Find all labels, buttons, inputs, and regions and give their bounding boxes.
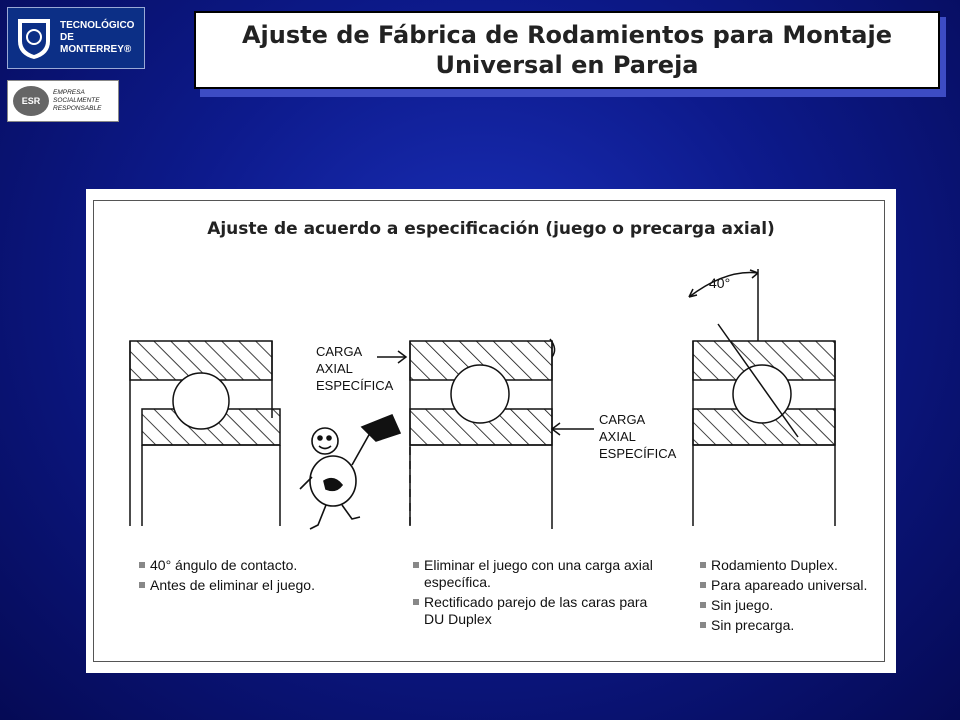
list-item: Rodamiento Duplex. xyxy=(700,557,890,574)
notes-right xyxy=(700,557,890,637)
esr-logo xyxy=(7,80,119,122)
notes-middle xyxy=(413,557,671,631)
figure-panel xyxy=(86,189,896,673)
list-item: 40° ángulo de contacto. xyxy=(139,557,389,574)
tec-logo-text: TECNOLÓGICO DE MONTERREY® xyxy=(60,20,135,55)
bearing-2 xyxy=(410,339,555,529)
list-item: Rectificado parejo de las caras para DU Duplex xyxy=(413,594,671,628)
load-label-left: CARGA AXIAL ESPECÍFICA xyxy=(316,344,394,393)
bearing-1 xyxy=(130,341,280,526)
list-item: Eliminar el juego con una carga axial específica. xyxy=(413,557,671,591)
tec-shield-icon xyxy=(14,15,54,61)
esr-badge: ESR xyxy=(13,86,49,116)
list-item: Antes de eliminar el juego. xyxy=(139,577,389,594)
load-label-right: CARGA AXIAL ESPECÍFICA xyxy=(599,412,677,461)
bearing-3 xyxy=(689,269,835,526)
title-box xyxy=(194,11,940,89)
cartoon-figure xyxy=(300,415,400,529)
notes-left xyxy=(139,557,389,597)
angle-label: 40° xyxy=(709,275,731,291)
tec-logo xyxy=(7,7,145,69)
figure-title: Ajuste de acuerdo a especificación (juego o precarga axial) xyxy=(207,219,775,239)
list-item: Para apareado universal. xyxy=(700,577,890,594)
list-item: Sin juego. xyxy=(700,597,890,614)
page-title: Ajuste de Fábrica de Rodamientos para Montaje Universal en Pareja xyxy=(241,21,893,79)
esr-text: EMPRESA SOCIALMENTE RESPONSABLE xyxy=(53,89,102,112)
list-item: Sin precarga. xyxy=(700,617,890,634)
